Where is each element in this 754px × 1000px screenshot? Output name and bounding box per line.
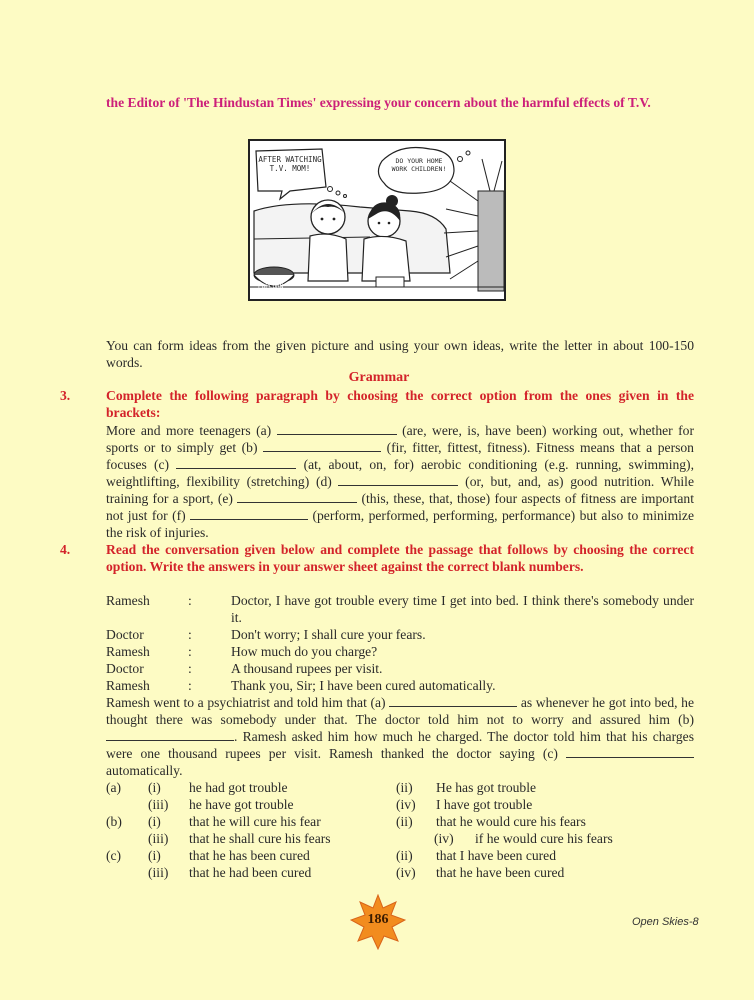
option-text: that he would cure his fears: [436, 814, 586, 829]
cartoon-bubble-right: DO YOUR HOME WORK CHILDREN!: [391, 157, 447, 173]
dialogue-colon: :: [188, 593, 192, 608]
option-group-label: (b): [106, 814, 122, 829]
q3-instruction: Complete the following paragraph by choosing the correct option from the ones given in the brackets:: [106, 388, 694, 420]
q3-paragraph: More and more teenagers (a) (are, were, is, have been) working out, whether for sports or to simply get (b) (fir, fitter, fittest, fitness). Fitness means that a person focuses (c) (at, about, on, for) aerobic conditioning (e.g. running, swimming), weightlifting, flexibility (stretching) (d) (or, but, and, as) good nutrition. While training for a sport, (e) (this, these, that, those) four aspects of fitness are important not just for (f) (perform, performed, performing, performance) but also to minimize the risk of injuries.: [106, 423, 695, 540]
option-roman: (iv): [396, 865, 416, 880]
option-text: that he have been cured: [436, 865, 565, 880]
cartoon-bubble-left: AFTER WATCHING T.V. MOM!: [258, 155, 322, 173]
q4-instruction: Read the conversation given below and complete the passage that follows by choosing the correct option. Write the answers in your answer sheet against the correct blank numbers.: [106, 542, 694, 574]
option-roman: (ii): [396, 780, 413, 795]
dialogue-speaker: Ramesh: [106, 644, 150, 659]
option-roman: (i): [148, 814, 161, 829]
cartoon-bowl-label: POPCORN: [258, 283, 284, 290]
option-text: that I have been cured: [436, 848, 557, 863]
page-number-badge: [350, 894, 406, 950]
dialogue-speaker: Doctor: [106, 627, 144, 642]
section-heading-grammar: Grammar: [348, 370, 410, 385]
dialogue-colon: :: [188, 661, 192, 676]
q3-number: 3.: [60, 388, 71, 403]
option-text: He has got trouble: [436, 780, 537, 795]
option-roman: (ii): [396, 848, 413, 863]
option-roman: (iii): [148, 865, 169, 880]
dialogue-colon: :: [188, 644, 192, 659]
option-text: that he had been cured: [189, 865, 312, 880]
option-text: that he has been cured: [189, 848, 310, 863]
cartoon-illustration: [248, 139, 506, 301]
option-roman: (iv): [434, 831, 454, 846]
option-text: he have got trouble: [189, 797, 294, 812]
option-roman: (iv): [396, 797, 416, 812]
dialogue-line: Doctor, I have got trouble every time I get into bed. I think there's somebody under it.: [231, 593, 694, 625]
option-group-label: (a): [106, 780, 122, 795]
option-roman: (iii): [148, 831, 169, 846]
dialogue-speaker: Doctor: [106, 661, 144, 676]
intro-text: the Editor of 'The Hindustan Times' expressing your concern about the harmful effects of T.V.: [106, 95, 651, 110]
dialogue-line: Thank you, Sir; I have been cured automatically.: [231, 678, 496, 693]
q4-passage: Ramesh went to a psychiatrist and told him that (a) as whenever he got into bed, he thought there was somebody under that. The doctor told him not to worry and assured him (b) . Ramesh asked him how much he charged. The doctor told him that his charges were one thousand rupees per visit. Ramesh thanked the doctor saying (c) automatically.: [106, 695, 694, 778]
book-title: Open Skies-8: [632, 916, 699, 928]
dialogue-line: A thousand rupees per visit.: [231, 661, 383, 676]
option-roman: (iii): [148, 797, 169, 812]
dialogue-line: How much do you charge?: [231, 644, 378, 659]
option-text: if he would cure his fears: [475, 831, 613, 846]
option-roman: (ii): [396, 814, 413, 829]
dialogue-colon: :: [188, 678, 192, 693]
option-text: I have got trouble: [436, 797, 533, 812]
dialogue-speaker: Ramesh: [106, 678, 150, 693]
option-group-label: (c): [106, 848, 122, 863]
dialogue-colon: :: [188, 627, 192, 642]
dialogue-line: Don't worry; I shall cure your fears.: [231, 627, 426, 642]
option-roman: (i): [148, 848, 161, 863]
option-roman: (i): [148, 780, 161, 795]
page-number: 186: [367, 912, 389, 927]
picture-note: You can form ideas from the given picture and using your own ideas, write the letter in about 100-150 words.: [106, 338, 694, 370]
option-text: he had got trouble: [189, 780, 288, 795]
option-text: that he will cure his fear: [189, 814, 321, 829]
dialogue-speaker: Ramesh: [106, 593, 150, 608]
q4-number: 4.: [60, 542, 71, 557]
option-text: that he shall cure his fears: [189, 831, 331, 846]
